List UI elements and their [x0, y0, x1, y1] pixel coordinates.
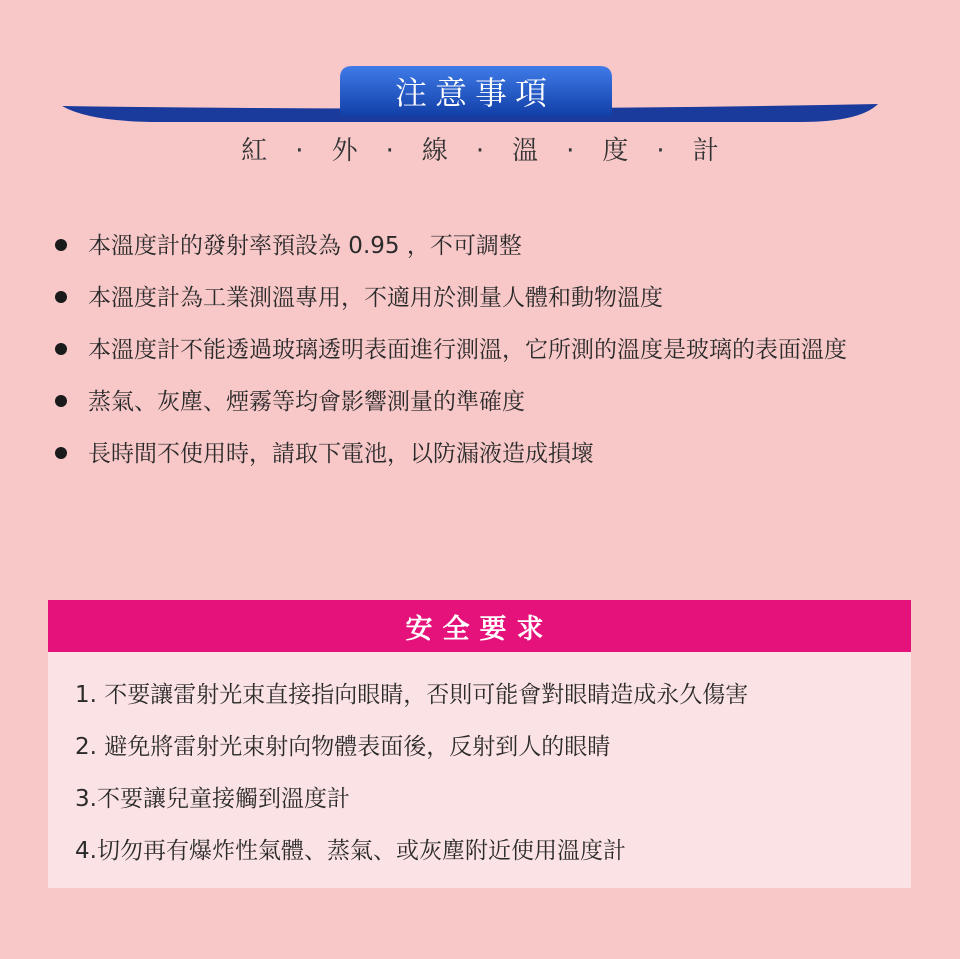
header: [0, 0, 960, 180]
bullet-icon: [55, 447, 67, 459]
safety-item: 4.切勿再有爆炸性氣體、蒸氣、或灰塵附近使用溫度計: [75, 838, 626, 864]
safety-panel: [48, 600, 911, 888]
subtitle-separator: ·: [385, 136, 394, 166]
page-title: 注意事項: [394, 74, 555, 112]
bullet-icon: [55, 343, 67, 355]
safety-item: 3.不要讓兒童接觸到溫度計: [75, 786, 350, 812]
subtitle-separator: ·: [475, 136, 485, 166]
note-text: 長時間不使用時，請取下電池，以防漏液造成損壞: [88, 441, 594, 467]
subtitle: [0, 130, 960, 167]
safety-item: 1. 不要讓雷射光束直接指向眼睛，否則可能會對眼睛造成永久傷害: [75, 682, 749, 708]
subtitle-separator: ·: [656, 136, 665, 166]
note-item: [55, 272, 925, 324]
bullet-icon: [55, 239, 67, 251]
bullet-icon: [55, 291, 67, 303]
subtitle-separator: ·: [295, 136, 304, 166]
note-item: [55, 220, 925, 272]
note-text: 本溫度計不能透過玻璃透明表面進行測溫，它所測的溫度是玻璃的表面溫度: [88, 337, 847, 363]
safety-title: 安全要求: [48, 600, 911, 652]
notes-list: [55, 220, 925, 480]
subtitle-char: 線: [421, 136, 448, 166]
note-text: 蒸氣、灰塵、煙霧等均會影響測量的準確度: [88, 389, 525, 415]
note-text: 本溫度計為工業測溫專用，不適用於測量人體和動物溫度: [88, 285, 663, 311]
subtitle-char: 度: [602, 136, 629, 166]
bullet-icon: [55, 395, 67, 407]
subtitle-separator: ·: [566, 136, 575, 166]
safety-item: 2. 避免將雷射光束射向物體表面後，反射到人的眼睛: [75, 734, 611, 760]
subtitle-char: 計: [692, 136, 719, 166]
note-text: 本溫度計的發射率預設為 0.95 ，不可調整: [88, 233, 522, 259]
subtitle-char: 溫: [512, 136, 539, 166]
note-item: [55, 376, 925, 428]
subtitle-char: 外: [331, 136, 358, 166]
note-item: [55, 324, 925, 376]
subtitle-char: 紅: [241, 136, 268, 166]
safety-list: [48, 652, 911, 877]
note-item: [55, 428, 925, 480]
